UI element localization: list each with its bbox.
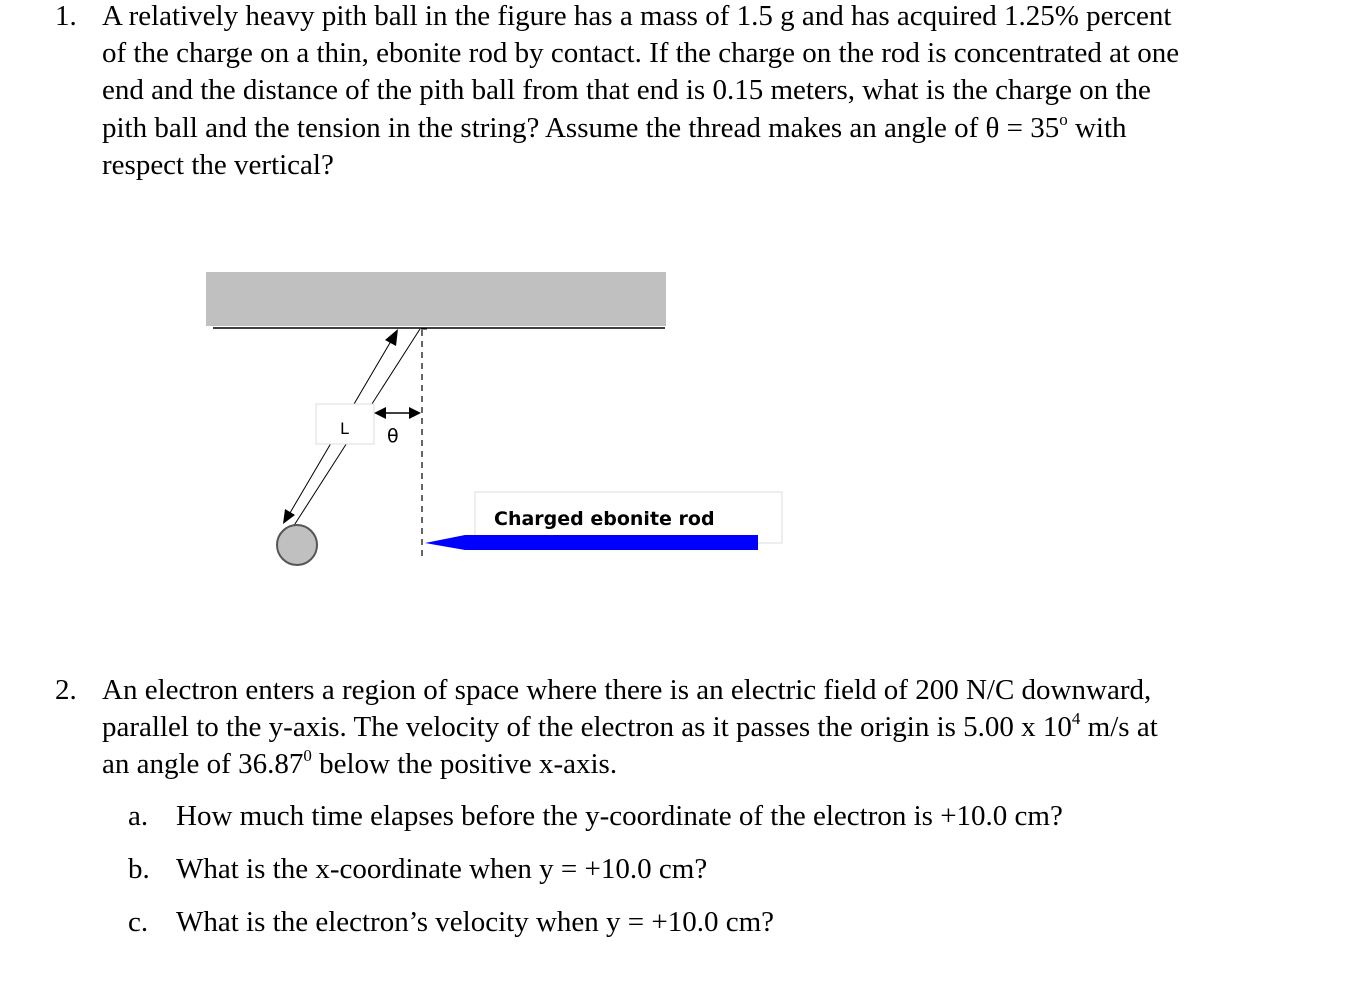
degree-superscript: 0 xyxy=(303,746,312,765)
angle-arrow-icon xyxy=(374,407,421,419)
ebonite-rod xyxy=(425,535,758,550)
angle-label: θ xyxy=(387,425,399,447)
problem-1-line: end and the distance of the pith ball from that end is 0.15 meters, what is the charge on the xyxy=(102,74,1151,106)
pith-ball xyxy=(277,525,317,565)
problem-2-number: 2. xyxy=(55,674,77,706)
problem-1-line: of the charge on a thin, ebonite rod by contact. If the charge on the rod is concentrated at one xyxy=(102,37,1180,69)
problem-2-line: An electron enters a region of space where there is an electric field of 200 N/C downward, xyxy=(102,674,1152,706)
text: parallel to the y-axis. The velocity of the electron as it passes the origin is 5.00 x 10 xyxy=(102,711,1072,743)
text: with xyxy=(1067,112,1127,144)
problem-2-line xyxy=(102,748,617,781)
part-a-text: How much time elapses before the y-coordinate of the electron is +10.0 cm? xyxy=(176,800,1063,832)
problem-1-line: A relatively heavy pith ball in the figure has a mass of 1.5 g and has acquired 1.25% percent xyxy=(102,0,1172,32)
problem-1-number: 1. xyxy=(55,0,77,32)
part-c-letter: c. xyxy=(128,906,149,938)
problem-1-line: respect the vertical? xyxy=(102,149,334,181)
problem-2-line xyxy=(102,711,1158,744)
part-b-letter: b. xyxy=(128,853,150,885)
text: below the positive x-axis. xyxy=(311,748,618,780)
exponent: 4 xyxy=(1071,709,1081,728)
part-c-text: What is the electron’s velocity when y = +10.0 cm? xyxy=(176,906,775,938)
text: pith ball and the tension in the string? Assume the thread makes an angle of θ = 35 xyxy=(102,112,1060,144)
text: an angle of 36.87 xyxy=(102,748,304,780)
length-label: L xyxy=(340,419,349,438)
ceiling xyxy=(206,272,666,326)
degree-superscript: o xyxy=(1059,110,1068,129)
text: m/s at xyxy=(1080,711,1158,743)
part-a-letter: a. xyxy=(128,800,149,832)
rod-label: Charged ebonite rod xyxy=(494,508,715,530)
part-b-text: What is the x-coordinate when y = +10.0 cm? xyxy=(176,853,708,885)
